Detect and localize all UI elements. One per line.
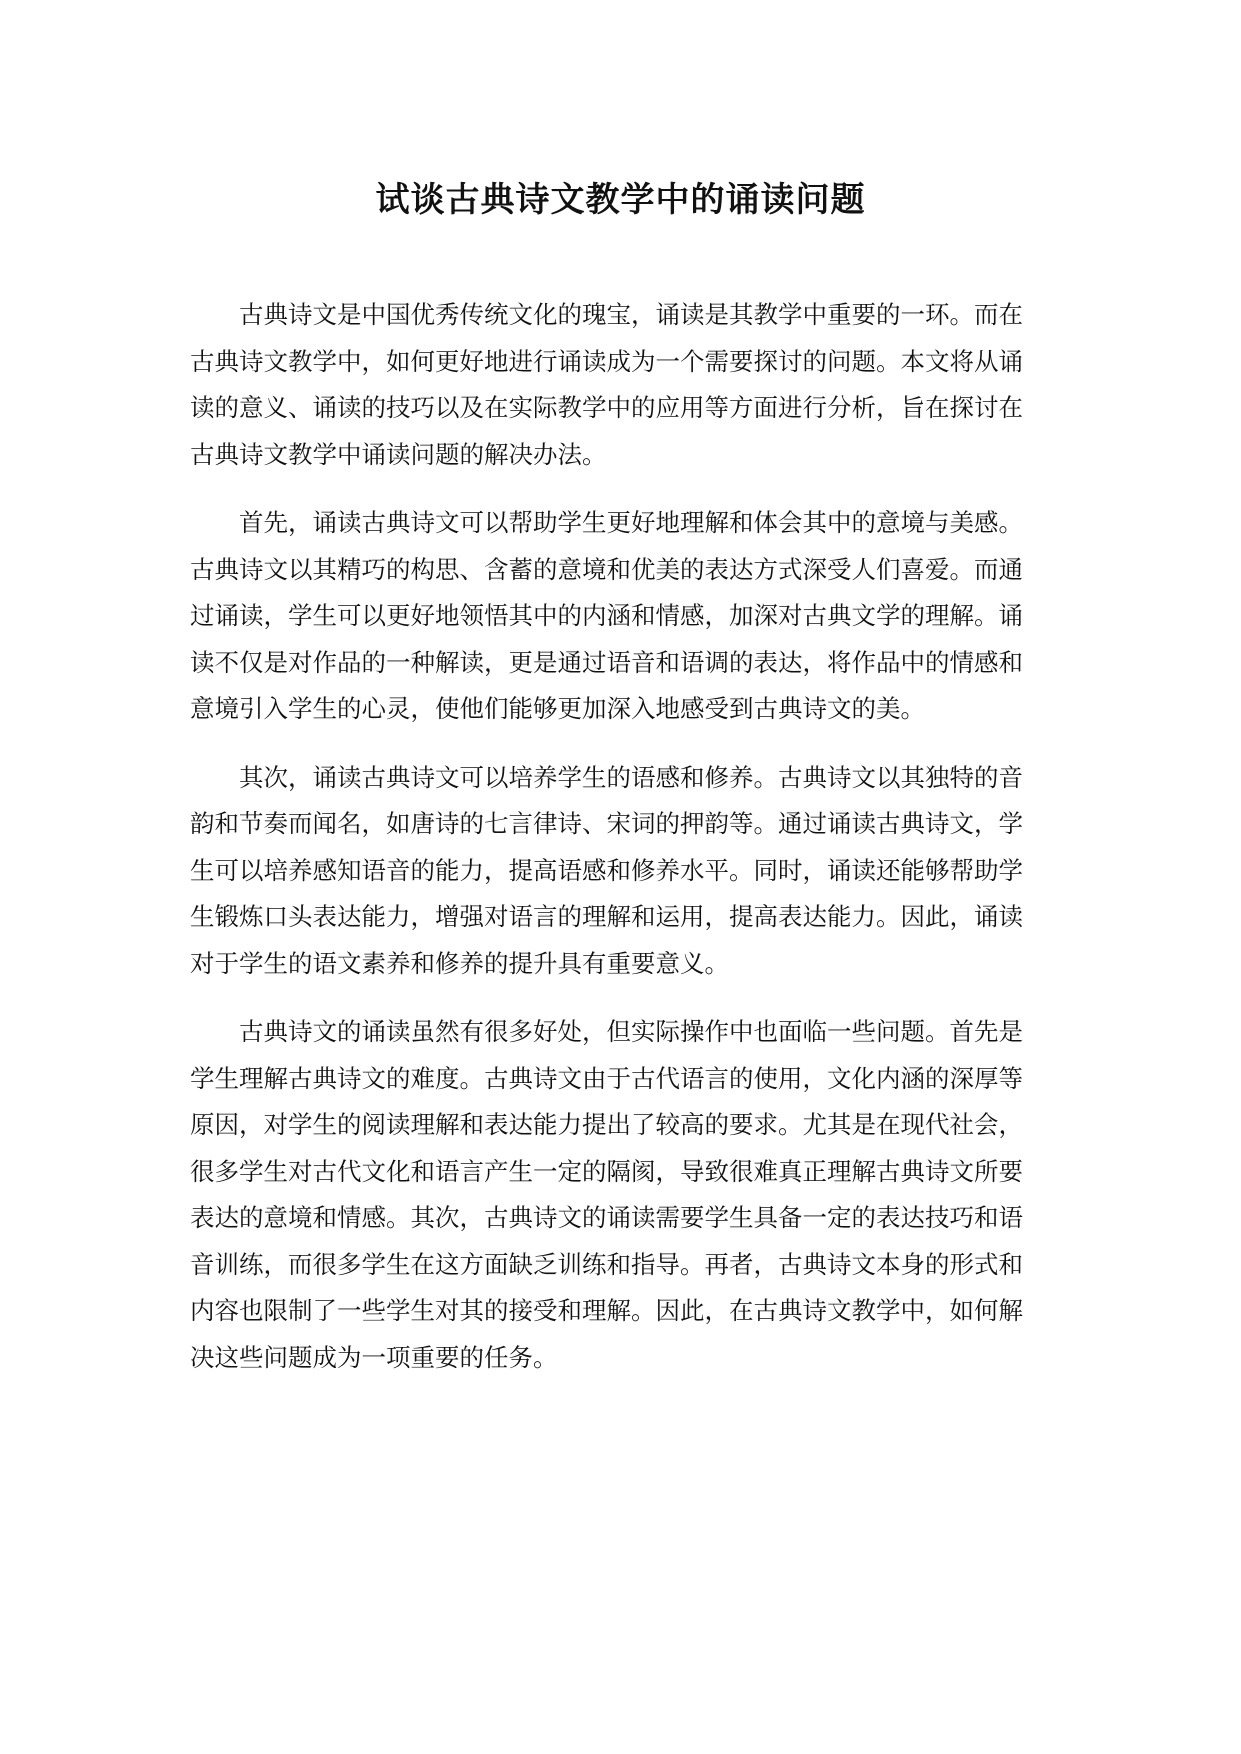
paragraph: 古典诗文的诵读虽然有很多好处，但实际操作中也面临一些问题。首先是学生理解古典诗文的难度。古典诗文由于古代语言的使用，文化内涵的深厚等原因，对学生的阅读理解和表达能力提出了较高的要求。尤其是在现代社会，很多学生对古代文化和语言产生一定的隔阂，导致很难真正理解古典诗文所要表达的意境和情感。其次，古典诗文的诵读需要学生具备一定的表达技巧和语音训练，而很多学生在这方面缺乏训练和指导。再者，古典诗文本身的形式和内容也限制了一些学生对其的接受和理解。因此，在古典诗文教学中，如何解决这些问题成为一项重要的任务。 <box>190 1017 1023 1372</box>
paragraph: 古典诗文是中国优秀传统文化的瑰宝，诵读是其教学中重要的一环。而在古典诗文教学中，如何更好地进行诵读成为一个需要探讨的问题。本文将从诵读的意义、诵读的技巧以及在实际教学中的应用等方面进行分析，旨在探讨在古典诗文教学中诵读问题的解决办法。 <box>190 300 1023 469</box>
document-title: 试谈古典诗文教学中的诵读问题 <box>375 180 866 220</box>
document-body <box>190 292 1030 1403</box>
paragraph: 其次，诵读古典诗文可以培养学生的语感和修养。古典诗文以其独特的音韵和节奏而闻名，如唐诗的七言律诗、宋词的押韵等。通过诵读古典诗文，学生可以培养感知语音的能力，提高语感和修养水平。同时，诵读还能够帮助学生锻炼口头表达能力，增强对语言的理解和运用，提高表达能力。因此，诵读对于学生的语文素养和修养的提升具有重要意义。 <box>190 762 1023 978</box>
paragraph: 首先，诵读古典诗文可以帮助学生更好地理解和体会其中的意境与美感。古典诗文以其精巧的构思、含蓄的意境和优美的表达方式深受人们喜爱。而通过诵读，学生可以更好地领悟其中的内涵和情感，加深对古典文学的理解。诵读不仅是对作品的一种解读，更是通过语音和语调的表达，将作品中的情感和意境引入学生的心灵，使他们能够更加深入地感受到古典诗文的美。 <box>190 508 1023 723</box>
